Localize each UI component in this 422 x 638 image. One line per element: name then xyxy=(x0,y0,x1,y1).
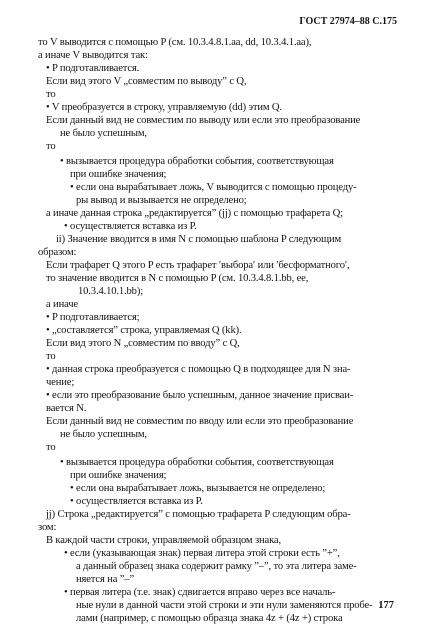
text-line: • вызывается процедура обработки события, соответствующая xyxy=(60,156,334,167)
text-line: зом: xyxy=(38,522,57,533)
text-line: ные нули в данной части этой строки и эти нули заменяются пробе- xyxy=(76,600,373,611)
text-line: а иначе xyxy=(46,299,78,310)
text-line: вается N. xyxy=(46,403,87,414)
text-line: ры вывод и вызывается не определено; xyxy=(76,195,247,206)
text-line: то xyxy=(46,442,56,453)
text-line: чение; xyxy=(46,377,75,388)
text-line: а данный образец знака содержит рамку ”–”, то эта литера заме- xyxy=(76,561,357,572)
text-line: то xyxy=(46,351,56,362)
text-line: Если данный вид не совместим по выводу или если это преобразование xyxy=(46,115,361,126)
text-line: • первая литера (т.е. знак) сдвигается вправо через все началь- xyxy=(64,587,336,598)
text-line: • осуществляется вставка из P. xyxy=(70,496,203,507)
text-line: то xyxy=(46,141,56,152)
text-line: • данная строка преобразуется с помощью Q в подходящее для N зна- xyxy=(46,364,351,375)
text-line: няется на ”–” xyxy=(76,574,134,585)
text-line: Если вид этого N „совместим по вводу” с Q, xyxy=(46,338,240,349)
text-line: при ошибке значения; xyxy=(70,169,167,180)
text-line: при ошибке значения; xyxy=(70,470,167,481)
text-line: • P подготавливается. xyxy=(46,63,140,74)
text-line: а иначе V выводится так: xyxy=(38,50,148,61)
text-line: 10.3.4.10.1.bb); xyxy=(78,286,143,297)
text-line: ii) Значение вводится в имя N с помощью шаблона P следующим xyxy=(56,234,342,245)
text-line: Если данный вид не совместим по вводу или если это преобразование xyxy=(46,416,354,427)
text-line: не было успешным, xyxy=(60,128,147,139)
text-line: образом: xyxy=(38,247,77,258)
text-line: Если трафарет Q этого P есть трафарет ʹвыбораʹ или ʹбесформатногоʹ, xyxy=(46,260,350,271)
text-line: Если вид этого V „совместим по выводу” с Q, xyxy=(46,76,247,87)
text-line: а иначе данная строка „редактируется” (jj) с помощью трафарета Q; xyxy=(46,208,343,219)
text-line: то значение вводится в N с помощью P (см. 10.3.4.8.1.bb, ee, xyxy=(46,273,309,284)
text-line: то V выводится с помощью P (см. 10.3.4.8.1.aa, dd, 10.3.4.1.aa), xyxy=(38,37,312,48)
page-number: 177 xyxy=(378,600,394,611)
text-line: не было успешным, xyxy=(60,429,147,440)
text-line: • осуществляется вставка из P. xyxy=(64,221,197,232)
text-line: • „составляется” строка, управляемая Q (kk). xyxy=(46,325,242,336)
text-line: лами (например, с помощью образца знака 4z + (4z +) строка xyxy=(76,613,343,624)
text-line: В каждой части строки, управляемой образцом знака, xyxy=(46,535,281,546)
text-line: • если (указывающая знак) первая литера этой строки есть ”+”, xyxy=(64,548,340,559)
text-line: • если она вырабатывает ложь, вызывается не определено; xyxy=(70,483,326,494)
running-header: ГОСТ 27974–88 С.175 xyxy=(299,16,397,27)
text-line: то xyxy=(46,89,56,100)
text-line: jj) Строка „редактируется” с помощью трафарета P следующим обра- xyxy=(46,509,351,520)
text-line: • V преобразуется в строку, управляемую (dd) этим Q. xyxy=(46,102,282,113)
text-line: • P подготавливается; xyxy=(46,312,140,323)
text-line: • если это преобразование было успешным, данное значение присваи- xyxy=(46,390,354,401)
text-line: • если она вырабатывает ложь, V выводится с помощью процеду- xyxy=(70,182,357,193)
text-line: • вызывается процедура обработки события, соответствующая xyxy=(60,457,334,468)
